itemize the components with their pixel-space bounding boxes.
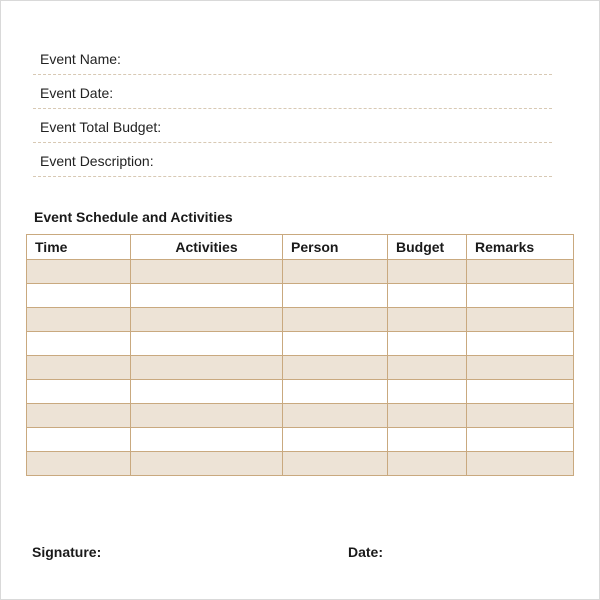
table-cell-activities[interactable]	[131, 428, 283, 452]
table-cell-budget[interactable]	[388, 332, 467, 356]
column-header-activities: Activities	[131, 235, 283, 260]
table-row	[27, 356, 574, 380]
table-cell-remarks[interactable]	[467, 284, 574, 308]
event-description-label: Event Description:	[40, 153, 154, 169]
table-row	[27, 284, 574, 308]
table-cell-time[interactable]	[27, 332, 131, 356]
table-row	[27, 452, 574, 476]
table-cell-remarks[interactable]	[467, 428, 574, 452]
signature-label: Signature:	[32, 544, 102, 560]
table-row	[27, 308, 574, 332]
table-cell-remarks[interactable]	[467, 260, 574, 284]
table-cell-budget[interactable]	[388, 404, 467, 428]
table-cell-person[interactable]	[283, 308, 388, 332]
column-header-person: Person	[283, 235, 388, 260]
table-cell-activities[interactable]	[131, 308, 283, 332]
table-cell-person[interactable]	[283, 404, 388, 428]
event-info-fields	[33, 41, 552, 177]
table-cell-time[interactable]	[27, 428, 131, 452]
table-cell-time[interactable]	[27, 308, 131, 332]
table-cell-remarks[interactable]	[467, 356, 574, 380]
table-cell-time[interactable]	[27, 452, 131, 476]
table-cell-person[interactable]	[283, 380, 388, 404]
table-cell-time[interactable]	[27, 356, 131, 380]
schedule-table	[26, 234, 574, 476]
table-cell-remarks[interactable]	[467, 332, 574, 356]
table-cell-remarks[interactable]	[467, 404, 574, 428]
table-cell-activities[interactable]	[131, 356, 283, 380]
table-cell-time[interactable]	[27, 284, 131, 308]
table-cell-activities[interactable]	[131, 332, 283, 356]
column-header-remarks: Remarks	[467, 235, 574, 260]
table-cell-budget[interactable]	[388, 260, 467, 284]
event-date-label: Event Date:	[40, 85, 114, 101]
table-cell-person[interactable]	[283, 452, 388, 476]
table-cell-time[interactable]	[27, 404, 131, 428]
table-cell-budget[interactable]	[388, 308, 467, 332]
event-name-field[interactable]	[33, 41, 552, 75]
table-cell-remarks[interactable]	[467, 452, 574, 476]
table-row	[27, 428, 574, 452]
event-total-budget-label: Event Total Budget:	[40, 119, 162, 135]
table-cell-budget[interactable]	[388, 380, 467, 404]
table-cell-person[interactable]	[283, 284, 388, 308]
schedule-header-row	[27, 235, 574, 260]
table-cell-person[interactable]	[283, 356, 388, 380]
date-label: Date:	[348, 544, 384, 560]
table-cell-activities[interactable]	[131, 380, 283, 404]
table-row	[27, 404, 574, 428]
table-cell-remarks[interactable]	[467, 380, 574, 404]
table-cell-activities[interactable]	[131, 452, 283, 476]
table-cell-activities[interactable]	[131, 404, 283, 428]
table-cell-remarks[interactable]	[467, 308, 574, 332]
table-row	[27, 332, 574, 356]
table-row	[27, 260, 574, 284]
table-cell-budget[interactable]	[388, 452, 467, 476]
table-cell-budget[interactable]	[388, 356, 467, 380]
table-row	[27, 380, 574, 404]
table-cell-person[interactable]	[283, 260, 388, 284]
table-cell-person[interactable]	[283, 332, 388, 356]
table-cell-activities[interactable]	[131, 284, 283, 308]
table-cell-person[interactable]	[283, 428, 388, 452]
table-cell-time[interactable]	[27, 380, 131, 404]
schedule-section-title: Event Schedule and Activities	[34, 209, 233, 225]
event-total-budget-field[interactable]	[33, 109, 552, 143]
column-header-time: Time	[27, 235, 131, 260]
table-cell-time[interactable]	[27, 260, 131, 284]
table-cell-budget[interactable]	[388, 428, 467, 452]
event-description-field[interactable]	[33, 143, 552, 177]
event-name-label: Event Name:	[40, 51, 121, 67]
column-header-budget: Budget	[388, 235, 467, 260]
schedule-body	[27, 260, 574, 476]
event-date-field[interactable]	[33, 75, 552, 109]
table-cell-budget[interactable]	[388, 284, 467, 308]
table-cell-activities[interactable]	[131, 260, 283, 284]
